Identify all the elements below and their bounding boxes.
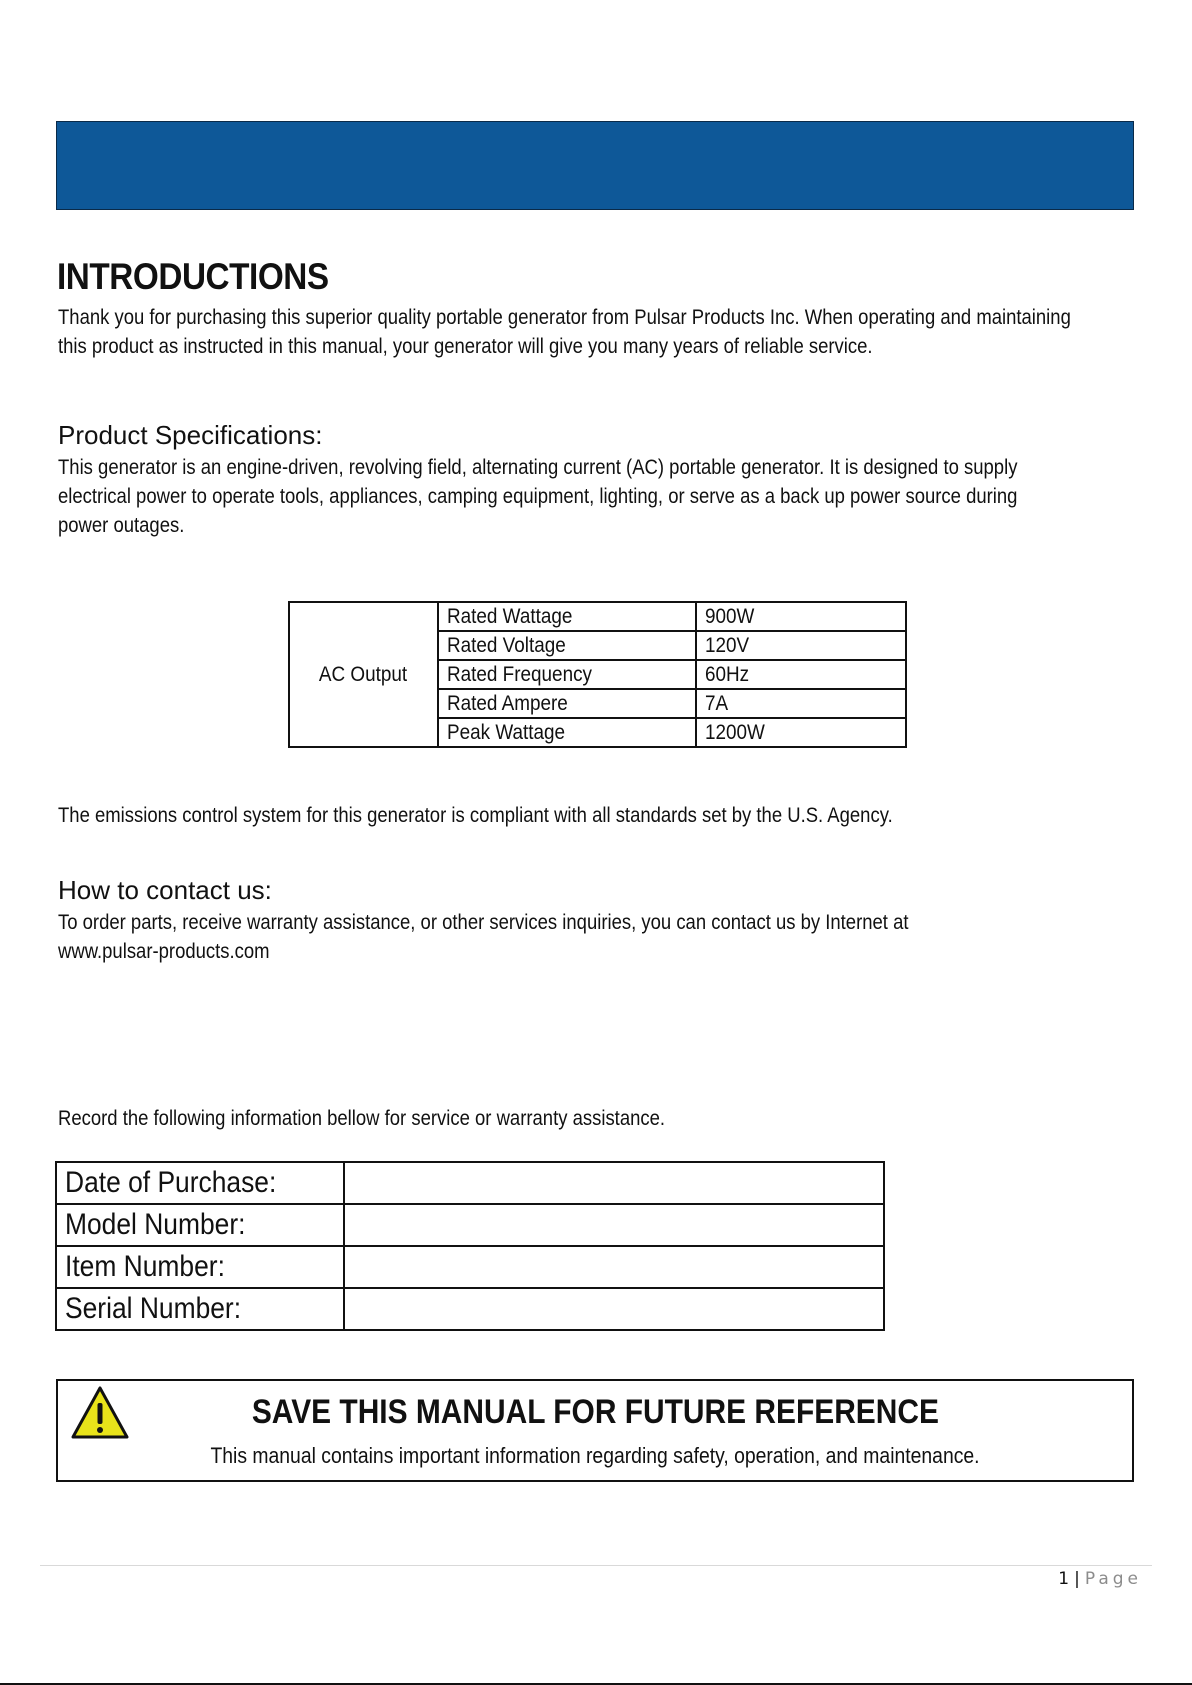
emissions-text: The emissions control system for this generator is compliant with all standards set by the U.S. Agency.	[58, 804, 893, 827]
spec-label: Rated Wattage	[447, 604, 573, 628]
contact-website-link[interactable]: www.pulsar-products.com	[58, 940, 270, 963]
record-label-cell	[56, 1162, 344, 1204]
spec-label: Rated Voltage	[447, 633, 566, 657]
spec-value-cell	[696, 689, 906, 718]
spec-label: Rated Frequency	[447, 662, 592, 686]
record-label: Model Number:	[65, 1208, 246, 1241]
spec-value: 1200W	[705, 720, 765, 744]
record-table	[55, 1161, 885, 1331]
date-of-purchase-field[interactable]	[344, 1162, 884, 1204]
notice-subtitle	[58, 1443, 1132, 1469]
spec-value: 120V	[705, 633, 750, 657]
page-number	[1058, 1569, 1142, 1589]
intro-text-line-1: Thank you for purchasing this superior quality portable generator from Pulsar Products Inc. When operating and maintaining	[58, 306, 1071, 329]
spec-value-cell	[696, 718, 906, 747]
spec-label-cell	[438, 631, 696, 660]
model-number-field[interactable]	[344, 1204, 884, 1246]
intro-text-line-2: this product as instructed in this manual, your generator will give you many years of reliable service.	[58, 335, 873, 358]
spec-value-cell	[696, 631, 906, 660]
save-manual-notice	[56, 1379, 1134, 1482]
page-word: Page	[1084, 1569, 1142, 1589]
record-row	[56, 1204, 884, 1246]
spec-label-cell	[438, 602, 696, 631]
spec-row	[289, 602, 906, 631]
spec-label-cell	[438, 718, 696, 747]
record-label-cell	[56, 1246, 344, 1288]
record-label-cell	[56, 1204, 344, 1246]
spec-table	[288, 601, 907, 748]
page-title: INTRODUCTIONS	[57, 256, 329, 297]
notice-title	[58, 1393, 1132, 1432]
spec-label-cell	[438, 689, 696, 718]
specs-text-line-2: electrical power to operate tools, appliances, camping equipment, lighting, or serve as a back up power source during	[58, 485, 1018, 508]
contact-heading: How to contact us:	[58, 875, 272, 905]
spec-label: Peak Wattage	[447, 720, 566, 744]
record-label-cell	[56, 1288, 344, 1330]
record-intro-text: Record the following information bellow for service or warranty assistance.	[58, 1107, 666, 1130]
header-banner	[56, 121, 1134, 210]
spec-value-cell	[696, 602, 906, 631]
spec-value: 7A	[705, 691, 729, 715]
record-row	[56, 1162, 884, 1204]
record-row	[56, 1288, 884, 1330]
spec-group-label: AC Output	[319, 662, 408, 686]
spec-value: 60Hz	[705, 662, 750, 686]
page-number-value: 1	[1058, 1569, 1072, 1589]
record-label: Date of Purchase:	[65, 1166, 277, 1199]
specs-text-line-1: This generator is an engine-driven, revolving field, alternating current (AC) portable generator. It is designed to supply	[58, 456, 1018, 479]
page-number-separator: |	[1074, 1569, 1082, 1589]
spec-value: 900W	[705, 604, 755, 628]
record-row	[56, 1246, 884, 1288]
notice-title-text: SAVE THIS MANUAL FOR FUTURE REFERENCE	[251, 1393, 939, 1431]
specs-text-line-3: power outages.	[58, 514, 185, 537]
contact-text-line-1: To order parts, receive warranty assistance, or other services inquiries, you can contact us by Internet at	[58, 911, 909, 934]
specs-heading: Product Specifications:	[58, 420, 323, 450]
spec-label-cell	[438, 660, 696, 689]
spec-value-cell	[696, 660, 906, 689]
record-label: Serial Number:	[65, 1292, 242, 1325]
serial-number-field[interactable]	[344, 1288, 884, 1330]
record-label: Item Number:	[65, 1250, 225, 1283]
spec-group-cell	[289, 602, 438, 747]
spec-label: Rated Ampere	[447, 691, 568, 715]
footer-divider	[40, 1565, 1152, 1566]
notice-subtitle-text: This manual contains important information regarding safety, operation, and maintenance.	[210, 1443, 980, 1468]
item-number-field[interactable]	[344, 1246, 884, 1288]
